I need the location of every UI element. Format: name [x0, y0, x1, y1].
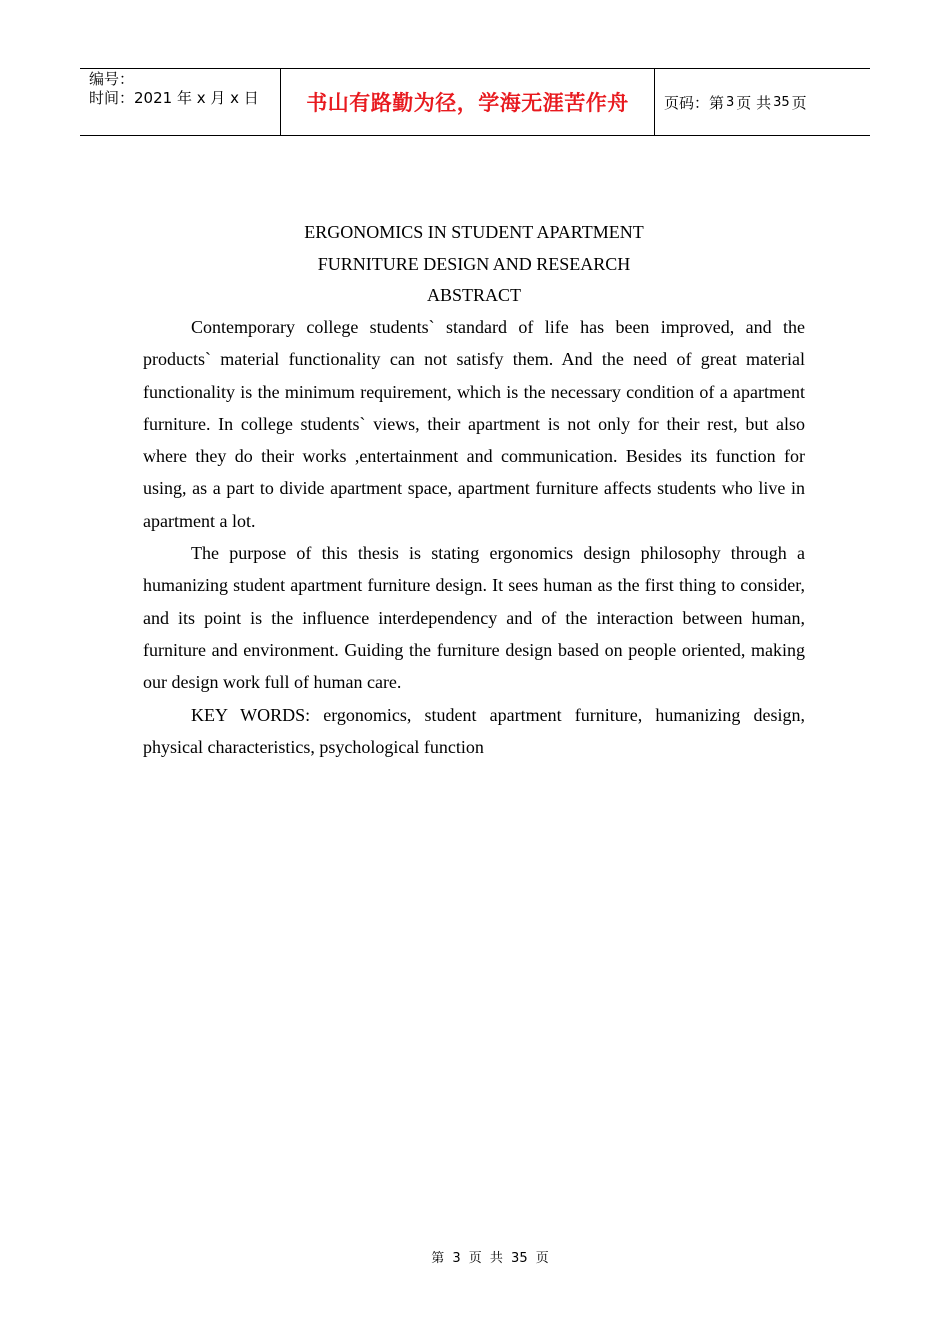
- header-page-current: 3: [726, 94, 735, 110]
- page-header: [80, 68, 870, 136]
- page-footer: 第 3 页 共 35 页: [431, 1251, 549, 1266]
- header-meta-cell: [80, 69, 281, 135]
- document-number-label: 编号：: [89, 70, 135, 88]
- keywords-paragraph: KEY WORDS: ergonomics, student apartment furniture, humanizing design, physical characteristics, psychological function: [143, 704, 805, 757]
- document-date-label: 时间：2021 年 x 月 x 日: [89, 89, 259, 107]
- abstract-heading: ABSTRACT: [426, 285, 522, 305]
- abstract-paragraph: Contemporary college students` standard of life has been improved, and the products` material functionality can not satisfy them. And the need of great material functionality is the minimum requirement, which is the necessary condition of a apartment furniture. In college students` views, their apartment is not only for their rest, but also where they do their works ,entertainment and communication. Besides its function for using, as a part to divide apartment space, apartment furniture affects students who live in apartment a lot.: [143, 317, 805, 531]
- document-title-line-1: ERGONOMICS IN STUDENT APARTMENT: [304, 222, 644, 242]
- header-page-cell: [655, 69, 870, 135]
- abstract-body: [143, 311, 805, 763]
- abstract-paragraph: The purpose of this thesis is stating ergonomics design philosophy through a humanizing student apartment furniture design. It sees human as the first thing to consider, and its point is the influence interdependency and of the interaction between human, furniture and environment. Guiding the furniture design based on people oriented, making our design work full of human care.: [143, 543, 805, 693]
- header-motto: 书山有路勤为径，学海无涯苦作舟: [306, 91, 629, 115]
- header-motto-cell: [281, 69, 655, 135]
- header-page-suffix: 页: [791, 93, 807, 112]
- header-page-total: 35: [773, 94, 790, 110]
- header-page-mid: 页 共: [736, 93, 772, 112]
- header-page-prefix: 页码：第: [664, 93, 725, 112]
- document-title-line-2: FURNITURE DESIGN AND RESEARCH: [317, 254, 631, 274]
